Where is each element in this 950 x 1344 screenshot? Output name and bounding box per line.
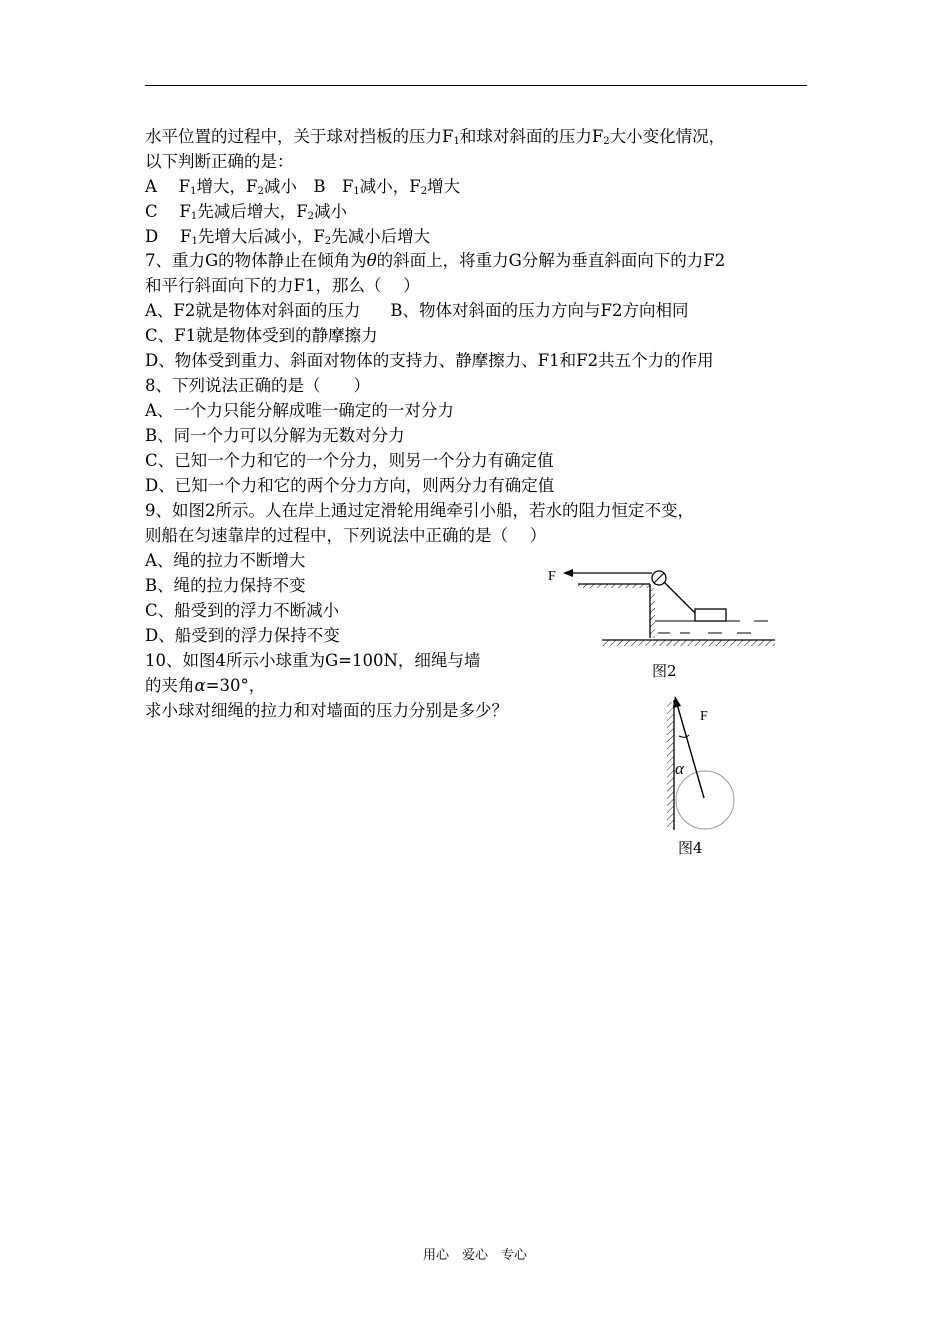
q9-option-b: B、绳的拉力保持不变 <box>145 576 306 595</box>
fig2-force-label: F <box>548 569 556 584</box>
q9-line-2: 则船在匀速靠岸的过程中，下列说法中正确的是（ ） <box>145 526 547 545</box>
figure-2-caption: 图2 <box>652 662 677 680</box>
q9-line-1: 9、如图2所示。人在岸上通过定滑轮用绳牵引小船，若水的阻力恒定不变， <box>145 501 694 520</box>
q9-option-a: A、绳的拉力不断增大 <box>145 551 306 570</box>
fig4-force-label: F <box>700 709 708 724</box>
fig4-angle-arc <box>679 735 689 737</box>
q7-options-ab: A、F2就是物体对斜面的压力 B、物体对斜面的压力方向与F2方向相同 <box>145 301 689 320</box>
q9-option-c: C、船受到的浮力不断减小 <box>145 601 340 620</box>
q6-option-a: A $F_1$增大，$F_2$减小 B $F_1$减小，$F_2$增大 <box>145 177 461 197</box>
q6-option-d: D $F_1$先增大后减小，$F_2$先减小后增大 <box>145 227 431 247</box>
q6-line-2: 以下判断正确的是： <box>145 152 294 171</box>
fig2-bank-top-hatch <box>578 584 650 588</box>
q6-line-1: 水平位置的过程中，关于球对挡板的压力$F_1$和球对斜面的压力$F_2$大小变化情况， <box>145 127 726 147</box>
page-footer: 用心 爱心 专心 <box>422 1248 527 1263</box>
fig2-arrow-head <box>563 569 573 577</box>
q8-stem: 8、下列说法正确的是（ ） <box>145 376 370 395</box>
fig2-boat <box>695 609 726 621</box>
header-rule <box>145 85 807 86</box>
q7-option-d: D、物体受到重力、斜面对物体的支持力、静摩擦力、F1和F2共五个力的作用 <box>145 351 714 370</box>
alpha-symbol: α <box>194 676 206 695</box>
fig2-ground-hatch <box>602 640 775 646</box>
q10-line-3: 求小球对细绳的拉力和对墙面的压力分别是多少？ <box>145 701 508 720</box>
fig4-arrow-head <box>673 696 681 708</box>
q9-option-d: D、船受到的浮力保持不变 <box>145 626 340 645</box>
theta-symbol: θ <box>366 251 377 270</box>
q8-option-a: A、一个力只能分解成唯一确定的一对分力 <box>145 401 454 420</box>
fig2-bank-wall-hatch <box>650 588 655 638</box>
fig4-ball <box>676 771 734 829</box>
fig2-rope-slant <box>664 582 698 616</box>
q7-option-c: C、F1就是物体受到的静摩擦力 <box>145 326 378 345</box>
q10-line-2: 的夹角α=30°， <box>145 676 266 695</box>
q7-line-1: 7、重力G的物体静止在倾角为θ的斜面上，将重力G分解为垂直斜面向下的力F2 <box>145 251 726 270</box>
q7-line-2: 和平行斜面向下的力F1，那么（ ） <box>145 276 420 295</box>
q6-option-c: C $F_1$先减后增大，$F_2$减小 <box>145 202 348 222</box>
figure-4-caption: 图4 <box>678 839 703 857</box>
q10-line-1: 10、如图4所示小球重为G=100N，细绳与墙 <box>145 651 481 670</box>
q8-option-c: C、已知一个力和它的一个分力，则另一个分力有确定值 <box>145 451 554 470</box>
figure-4-diagram <box>655 690 745 838</box>
fig4-angle-label: α <box>675 759 684 778</box>
figure-2-diagram <box>540 560 780 660</box>
q8-option-b: B、同一个力可以分解为无数对分力 <box>145 426 405 445</box>
fig4-wall-hatch <box>667 702 674 828</box>
q8-option-d: D、已知一个力和它的两个分力方向，则两分力有确定值 <box>145 476 555 495</box>
